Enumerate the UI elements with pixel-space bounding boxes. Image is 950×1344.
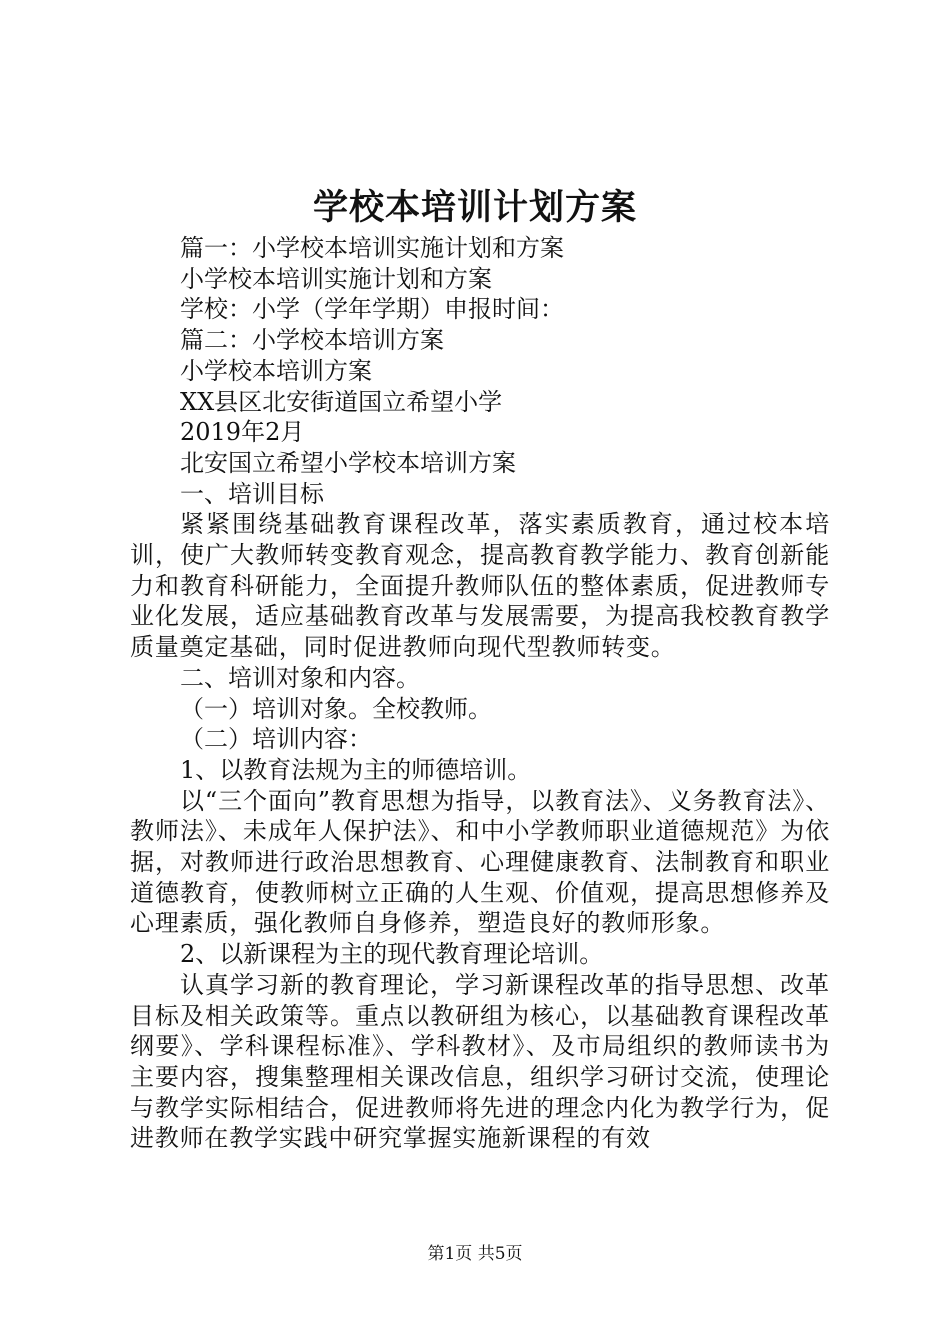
- paragraph: 紧紧围绕基础教育课程改革，落实素质教育，通过校本培训，使广大教师转变教育观念，提高教育教学能力、教育创新能力和教育科研能力，全面提升教师队伍的整体素质，促进教师专业化发展，适应基础教育改革与发展需要，为提高我校教育教学质量奠定基础，同时促进教师向现代型教师转变。: [130, 510, 830, 662]
- subsection-heading: 1、以教育法规为主的师德培训。: [180, 755, 532, 784]
- text-line: 小学校本培训方案: [180, 356, 372, 385]
- text-line: 篇一：小学校本培训实施计划和方案: [180, 234, 564, 262]
- document-body: [130, 233, 830, 1154]
- document-title: 学校本培训计划方案: [312, 187, 637, 228]
- section-heading: 一、培训目标: [180, 479, 324, 508]
- text-line: （一）培训对象。全校教师。: [180, 694, 492, 723]
- section-heading: 二、培训对象和内容。: [180, 663, 420, 692]
- text-line: 学校：小学（学年学期）申报时间：: [180, 295, 564, 324]
- text-line: 小学校本培训实施计划和方案: [180, 264, 492, 293]
- paragraph: 认真学习新的教育理论，学习新课程改革的指导思想、改革目标及相关政策等。重点以教研组为核心，以基础教育课程改革纲要》、学科课程标准》、学科教材》、及市局组织的教师读书为主要内容，搜集整理相关课改信息，组织学习研讨交流，使理论与教学实际相结合，促进教师将先进的理念内化为教学行为，促进教师在教学实践中研究掌握实施新课程的有效: [130, 970, 830, 1153]
- paragraph: 以“三个面向”教育思想为指导，以教育法》、义务教育法》、教师法》、未成年人保护法》、和中小学教师职业道德规范》为依据，对教师进行政治思想教育、心理健康教育、法制教育和职业道德教育，使教师树立正确的人生观、价值观，提高思想修养及心理素质，强化教师自身修养，塑造良好的教师形象。: [130, 786, 830, 938]
- text-line: 北安国立希望小学校本培训方案: [180, 448, 516, 477]
- text-line: （二）培训内容：: [180, 725, 372, 754]
- subsection-heading: 2、以新课程为主的现代教育理论培训。: [180, 940, 604, 969]
- text-line: XX县区北安街道国立希望小学: [180, 387, 503, 416]
- text-line: 篇二：小学校本培训方案: [180, 326, 444, 355]
- page-number-footer: 第1页 共5页: [427, 1244, 523, 1264]
- text-line: 2019年2月: [180, 418, 305, 447]
